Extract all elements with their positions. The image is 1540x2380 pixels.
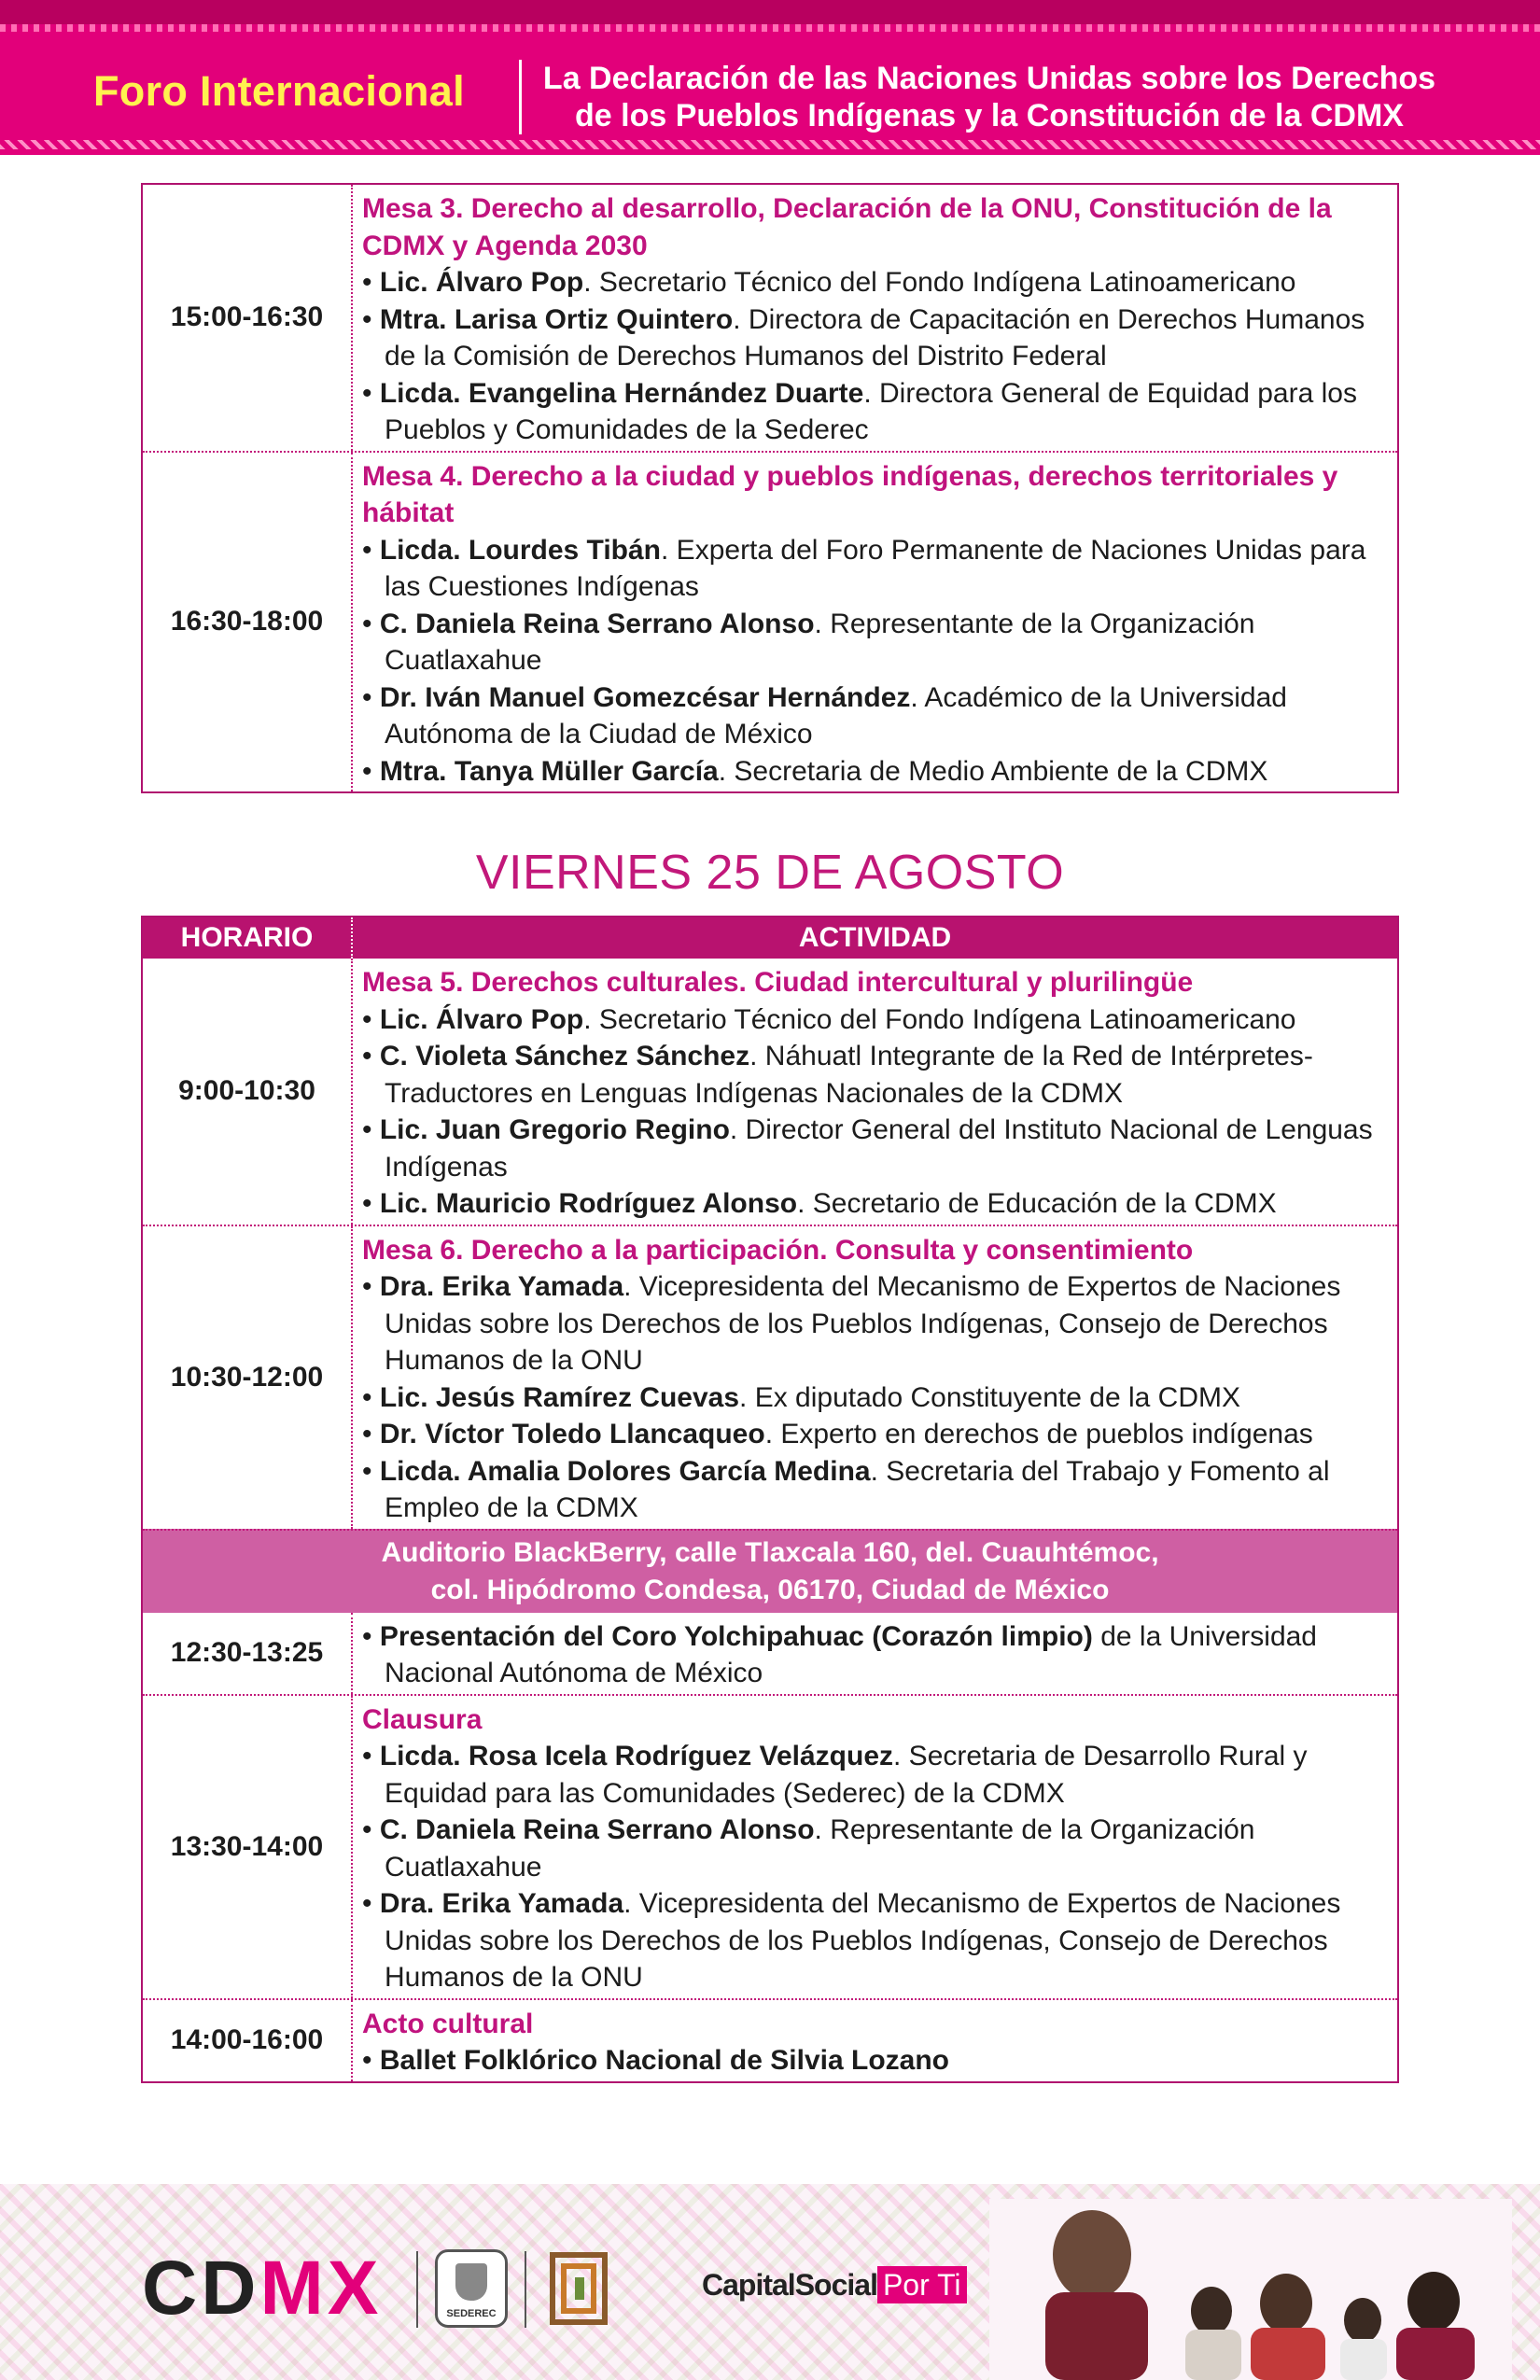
speaker-item (362, 606, 1386, 679)
header-top-band (0, 0, 1540, 24)
speaker-role: . Vicepresidenta del Mecanismo de Expertos de Naciones Unidas sobre los Derechos de los Pueblos Indígenas, Consejo de Derechos Humanos de la ONU (385, 1271, 1341, 1376)
column-header-actividad: ACTIVIDAD (798, 922, 952, 953)
indigenous-glyph-icon (549, 2249, 609, 2328)
speaker-name: Mtra. Larisa Ortiz Quintero (379, 303, 734, 335)
bullet-icon: • (362, 1741, 380, 1771)
speaker-role: . Ex diputado Constituyente de la CDMX (739, 1381, 1240, 1413)
speaker-role: . Secretaria de Medio Ambiente de la CDMX (718, 755, 1268, 787)
day-title: VIERNES 25 DE AGOSTO (475, 846, 1065, 900)
friday-rows-b (143, 1613, 1397, 2081)
sederec-logo (435, 2249, 508, 2328)
speaker-name: Lic. Mauricio Rodríguez Alonso (379, 1188, 798, 1219)
capital-social-logo (702, 2268, 967, 2303)
venue-banner (143, 1529, 1397, 1613)
cdmx-logo (142, 2245, 382, 2332)
bullet-icon: • (362, 1003, 380, 1035)
forum-subtitle-line1: La Declaración de las Naciones Unidas sobre los Derechos (542, 61, 1436, 96)
bullet-icon: • (362, 377, 380, 409)
activity-cell (353, 2000, 1397, 2081)
activity-cell (353, 959, 1397, 1225)
activity-cell (353, 1696, 1397, 1998)
speaker-role: . Secretaria de Desarrollo Rural y Equidad para las Comunidades (Sederec) de la CDMX (385, 1741, 1308, 1809)
bullet-icon: • (362, 1041, 380, 1071)
bullet-icon: • (362, 1455, 380, 1487)
schedule-row (143, 185, 1397, 451)
speaker-role: . Vicepresidenta del Mecanismo de Expertos de Naciones Unidas sobre los Derechos de los Pueblos Indígenas, Consejo de Derechos Humanos de la ONU (385, 1888, 1341, 1993)
bullet-icon: • (362, 1188, 380, 1219)
bullet-icon: • (362, 1114, 380, 1145)
bullet-icon: • (362, 1271, 380, 1302)
schedule-row (143, 1998, 1397, 2081)
column-header-horario: HORARIO (143, 917, 353, 959)
session-title: Mesa 6. Derecho a la participación. Consulta y consentimiento (362, 1234, 1194, 1266)
speaker-role: . Experto en derechos de pueblos indígenas (764, 1419, 1313, 1449)
bullet-icon: • (362, 303, 380, 335)
forum-title: Foro Internacional (93, 67, 465, 115)
speaker-item (362, 1812, 1386, 1885)
bullet-icon: • (362, 755, 380, 787)
speaker-name: Lic. Juan Gregorio Regino (379, 1114, 730, 1145)
people-photo (989, 2199, 1512, 2380)
speaker-role: . Director General del Instituto Nacional de Lenguas Indígenas (385, 1114, 1373, 1183)
speaker-name: Dra. Erika Yamada (379, 1888, 624, 1919)
speaker-role: . Representante de la Organización Cuatlaxahue (385, 608, 1255, 676)
sederec-label: SEDEREC (446, 2308, 497, 2319)
cdmx-logo-mx: MX (259, 2246, 383, 2331)
speaker-item (362, 1268, 1386, 1379)
speaker-name: Presentación del Coro Yolchipahuac (Corazón limpio) (379, 1620, 1093, 1652)
speaker-item (362, 1738, 1386, 1812)
speaker-item (362, 1379, 1386, 1417)
schedule-table-friday (141, 916, 1399, 2083)
forum-subtitle (523, 60, 1456, 134)
speaker-item (362, 1185, 1386, 1223)
footer-separator (416, 2251, 418, 2328)
table-header (143, 917, 1397, 959)
session-title: Clausura (362, 1703, 483, 1735)
bullet-icon: • (362, 534, 380, 566)
bullet-icon: • (362, 681, 380, 713)
speaker-name: Mtra. Tanya Müller García (379, 755, 719, 787)
session-title: Acto cultural (362, 2008, 534, 2039)
forum-subtitle-line2: de los Pueblos Indígenas y la Constitución de la CDMX (575, 98, 1404, 133)
speaker-name: Lic. Álvaro Pop (379, 267, 584, 298)
bullet-icon: • (362, 1620, 380, 1652)
venue-line2: col. Hipódromo Condesa, 06170, Ciudad de México (430, 1574, 1110, 1605)
por-ti-badge: Por Ti (877, 2266, 967, 2303)
speaker-item (362, 375, 1386, 449)
speaker-role: . Académico de la Universidad Autónoma de la Ciudad de México (385, 681, 1287, 749)
activity-cell (353, 453, 1397, 792)
speaker-role: . Experta del Foro Permanente de Naciones Unidas para las Cuestiones Indígenas (385, 534, 1366, 602)
header-pattern-band (0, 24, 1540, 32)
speaker-role: . Secretario de Educación de la CDMX (797, 1188, 1277, 1219)
session-title: Mesa 5. Derechos culturales. Ciudad intercultural y plurilingüe (362, 967, 1194, 998)
time-slot: 10:30-12:00 (143, 1226, 353, 1529)
sederec-shield-icon (455, 2263, 487, 2301)
session-title: Mesa 3. Derecho al desarrollo, Declaración de la ONU, Constitución de la CDMX y Agenda 2030 (362, 193, 1332, 261)
bullet-icon: • (362, 267, 380, 298)
capital-social-text: CapitalSocial (702, 2268, 877, 2302)
speaker-item (362, 532, 1386, 606)
speaker-item (362, 301, 1386, 375)
speaker-item (362, 2042, 1386, 2079)
speaker-name: C. Violeta Sánchez Sánchez (379, 1041, 750, 1071)
activity-cell (353, 1613, 1397, 1694)
schedule-row (143, 1225, 1397, 1529)
time-slot: 15:00-16:30 (143, 185, 353, 451)
time-slot: 13:30-14:00 (143, 1696, 353, 1998)
speaker-role: . Náhuatl Integrante de la Red de Intérpretes-Traductores en Lenguas Indígenas Nacionales de la CDMX (385, 1041, 1313, 1109)
activity-cell (353, 185, 1397, 451)
header-pattern-bottom (0, 140, 1540, 149)
header-divider (519, 60, 522, 134)
bullet-icon: • (362, 608, 380, 639)
friday-rows-a (143, 959, 1397, 1529)
speaker-role: . Secretaria del Trabajo y Fomento al Empleo de la CDMX (385, 1455, 1330, 1523)
activity-cell (353, 1226, 1397, 1529)
speaker-item (362, 1618, 1386, 1692)
schedule-row (143, 451, 1397, 792)
speaker-item (362, 1885, 1386, 1996)
bullet-icon: • (362, 1381, 380, 1413)
speaker-item (362, 264, 1386, 301)
speaker-name: Licda. Evangelina Hernández Duarte (379, 377, 864, 409)
speaker-name: Licda. Lourdes Tibán (379, 534, 662, 566)
time-slot: 16:30-18:00 (143, 453, 353, 792)
speaker-name: C. Daniela Reina Serrano Alonso (379, 1814, 815, 1845)
speaker-item (362, 1112, 1386, 1185)
speaker-name: Ballet Folklórico Nacional de Silvia Lozano (379, 2045, 949, 2076)
header-banner (0, 0, 1540, 155)
schedule-row (143, 1613, 1397, 1694)
speaker-role: . Secretario Técnico del Fondo Indígena Latinoamericano (583, 267, 1296, 298)
time-slot: 9:00-10:30 (143, 959, 353, 1225)
speaker-role: . Representante de la Organización Cuatlaxahue (385, 1814, 1255, 1883)
speaker-item (362, 753, 1386, 791)
footer-separator (525, 2251, 526, 2328)
speaker-name: Lic. Álvaro Pop (379, 1003, 584, 1035)
speaker-role: de la Universidad Nacional Autónoma de México (385, 1620, 1317, 1688)
speaker-item (362, 1453, 1386, 1527)
speaker-item (362, 1416, 1386, 1453)
bullet-icon: • (362, 1814, 380, 1845)
bullet-icon: • (362, 1419, 380, 1449)
speaker-name: Dr. Víctor Toledo Llancaqueo (379, 1419, 765, 1449)
speaker-name: Dra. Erika Yamada (379, 1271, 624, 1302)
speaker-name: C. Daniela Reina Serrano Alonso (379, 608, 815, 639)
bullet-icon: • (362, 2045, 380, 2076)
speaker-name: Dr. Iván Manuel Gomezcésar Hernández (379, 681, 911, 713)
time-slot: 14:00-16:00 (143, 2000, 353, 2081)
speaker-name: Licda. Rosa Icela Rodríguez Velázquez (379, 1741, 894, 1771)
speaker-item (362, 679, 1386, 753)
cdmx-logo-cd: CD (142, 2246, 260, 2331)
session-title: Mesa 4. Derecho a la ciudad y pueblos indígenas, derechos territoriales y hábitat (362, 460, 1338, 528)
speaker-role: . Directora de Capacitación en Derechos Humanos de la Comisión de Derechos Humanos del Distrito Federal (385, 303, 1365, 371)
schedule-row (143, 1694, 1397, 1998)
venue-line1: Auditorio BlackBerry, calle Tlaxcala 160, del. Cuauhtémoc, (381, 1536, 1159, 1568)
speaker-item (362, 1038, 1386, 1112)
bullet-icon: • (362, 1888, 380, 1919)
speaker-role: . Secretario Técnico del Fondo Indígena Latinoamericano (583, 1003, 1296, 1035)
schedule-row (143, 959, 1397, 1225)
speaker-name: Licda. Amalia Dolores García Medina (379, 1455, 871, 1487)
time-slot: 12:30-13:25 (143, 1613, 353, 1694)
schedule-table-thursday (141, 183, 1399, 793)
speaker-role: . Directora General de Equidad para los Pueblos y Comunidades de la Sederec (385, 377, 1357, 445)
speaker-name: Lic. Jesús Ramírez Cuevas (379, 1381, 740, 1413)
speaker-item (362, 1001, 1386, 1039)
